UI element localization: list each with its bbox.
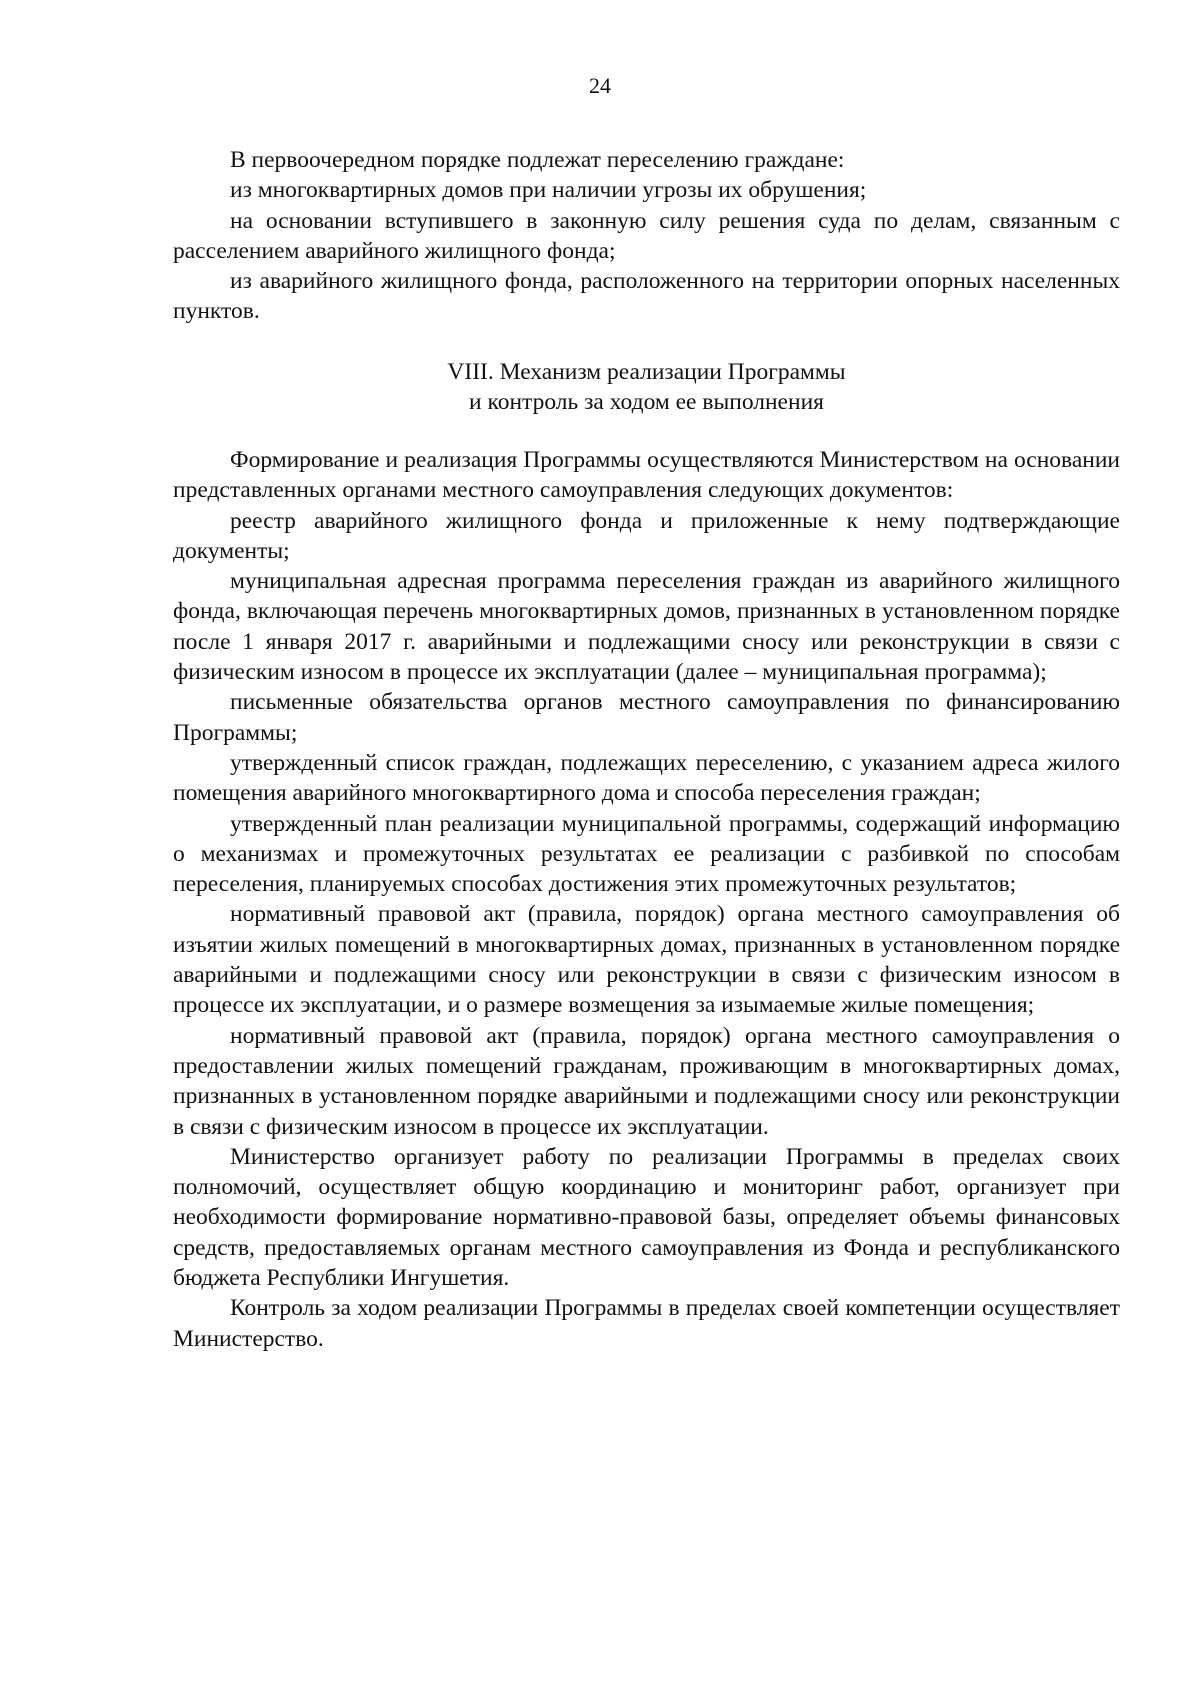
body-paragraph: Контроль за ходом реализации Программы в пределах своей компетенции осуществляет Министерство. bbox=[173, 1295, 1120, 1352]
intro-paragraph: В первоочередном порядке подлежат переселению граждане: bbox=[230, 147, 845, 173]
body-paragraph: письменные обязательства органов местного самоуправления по финансированию Программы; bbox=[173, 689, 1120, 746]
body-paragraph: нормативный правовой акт (правила, порядок) органа местного самоуправления о предоставлении жилых помещений гражданам, проживающим в многоквартирных домах, признанных в установленном порядке аварийными и подлежащими сносу или реконструкции в связи с физическим износом в процессе их эксплуатации. bbox=[173, 1022, 1120, 1140]
body-paragraph: реестр аварийного жилищного фонда и приложенные к нему подтверждающие документы; bbox=[173, 507, 1120, 564]
section-heading-line-2: и контроль за ходом ее выполнения bbox=[469, 389, 824, 416]
intro-paragraph: на основании вступившего в законную силу решения суда по делам, связанным с расселением аварийного жилищного фонда; bbox=[173, 207, 1120, 264]
section-heading bbox=[173, 357, 1120, 418]
body-paragraph: Формирование и реализация Программы осуществляются Министерством на основании представленных органами местного самоуправления следующих документов: bbox=[173, 447, 1120, 504]
body-paragraph: утвержденный список граждан, подлежащих переселению, с указанием адреса жилого помещения аварийного многоквартирного дома и способа переселения граждан; bbox=[173, 749, 1120, 807]
intro-section bbox=[173, 145, 1120, 327]
intro-paragraph: из многоквартирных домов при наличии угрозы их обрушения; bbox=[230, 177, 867, 204]
body-paragraph: утвержденный план реализации муниципальной программы, содержащий информацию о механизмах и промежуточных результатах ее реализации с разбивкой по способам переселения, планируемых способах достижения этих промежуточных результатов; bbox=[173, 810, 1120, 898]
body-paragraph: нормативный правовой акт (правила, порядок) органа местного самоуправления об изъятии жилых помещений в многоквартирных домах, признанных в установленном порядке аварийными и подлежащими сносу или реконструкции в связи с физическим износом в процессе их эксплуатации, и о размере возмещения за изымаемые жилые помещения; bbox=[173, 901, 1120, 1019]
body-paragraph: муниципальная адресная программа переселения граждан из аварийного жилищного фонда, включающая перечень многоквартирных домов, признанных в установленном порядке после 1 января 2017 г. аварийными и подлежащими сносу или реконструкции в связи с физическим износом в процессе их эксплуатации (далее – муниципальная программа); bbox=[173, 568, 1120, 686]
main-section bbox=[173, 445, 1120, 1354]
body-paragraph: Министерство организует работу по реализации Программы в пределах своих полномочий, осуществляет общую координацию и мониторинг работ, организует при необходимости формирование нормативно-правовой базы, определяет объемы финансовых средств, предоставляемых органам местного самоуправления из Фонда и республиканского бюджета Республики Ингушетия. bbox=[173, 1143, 1120, 1292]
page-number: 24 bbox=[589, 73, 611, 98]
intro-paragraph: из аварийного жилищного фонда, расположенного на территории опорных населенных пунктов. bbox=[173, 268, 1120, 325]
section-heading-line-1: VIII. Механизм реализации Программы bbox=[447, 359, 846, 385]
